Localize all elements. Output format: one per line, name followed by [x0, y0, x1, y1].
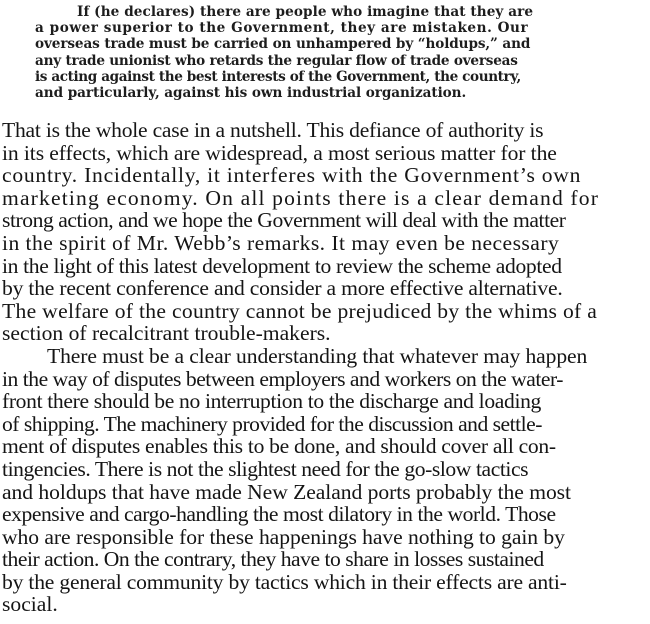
- body-line: in the way of disputes between employers and workers on the water-: [2, 366, 563, 391]
- body-line: by the general community by tactics which in their effects are anti-: [2, 569, 567, 594]
- body-line: of shipping. The machinery provided for the discussion and settle-: [2, 411, 542, 436]
- indented-quote: [0, 4, 650, 101]
- body-line: in the spirit of Mr. Webb’s remarks. It may even be necessary: [2, 230, 560, 255]
- paragraph-2: [0, 345, 650, 616]
- body-line: by the recent conference and consider a more effective alternative.: [2, 276, 563, 301]
- body-line: strong action, and we hope the Government will deal with the matter: [2, 208, 566, 233]
- body-line: ment of disputes enables this to be done, and should cover all con-: [2, 434, 556, 459]
- body-line: The welfare of the country cannot be prejudiced by the whims of a: [2, 298, 598, 323]
- body-line: country. Incidentally, it interferes with the Government’s own: [2, 163, 582, 188]
- body-line: There must be a clear understanding that whatever may happen: [47, 343, 588, 368]
- quote-line: is acting against the best interests of the Government, the country,: [35, 68, 521, 85]
- body-line: front there should be no interruption to the discharge and loading: [2, 389, 542, 414]
- body-line: in the light of this latest development to review the scheme adopted: [2, 253, 562, 278]
- body-line: in its effects, which are widespread, a most serious matter for the: [2, 140, 557, 165]
- quote-line: any trade unionist who retards the regular flow of trade overseas: [35, 52, 518, 69]
- body-line: section of recalcitrant trouble-makers.: [2, 321, 331, 346]
- quote-line: If (he declares) there are people who imagine that they are: [77, 4, 534, 20]
- body-line: and holdups that have made New Zealand ports probably the most: [2, 479, 571, 504]
- body-line: social.: [2, 592, 58, 617]
- body-line: expensive and cargo-handling the most dilatory in the world. Those: [2, 502, 556, 527]
- body-line: who are responsible for these happenings have nothing to gain by: [2, 524, 565, 549]
- quote-line: and particularly, against his own industrial organization.: [35, 85, 467, 102]
- quote-line: a power superior to the Government, they are mistaken. Our: [35, 20, 529, 37]
- article-body: [0, 119, 650, 616]
- paragraph-1: [0, 119, 650, 345]
- quote-line: overseas trade must be carried on unhampered by “holdups,” and: [35, 36, 531, 53]
- body-line: marketing economy. On all points there is a clear demand for: [2, 185, 600, 210]
- body-line: tingencies. There is not the slightest need for the go-slow tactics: [2, 456, 529, 481]
- body-line: That is the whole case in a nutshell. This defiance of authority is: [2, 118, 544, 142]
- body-line: their action. On the contrary, they have to share in losses sustained: [2, 547, 544, 572]
